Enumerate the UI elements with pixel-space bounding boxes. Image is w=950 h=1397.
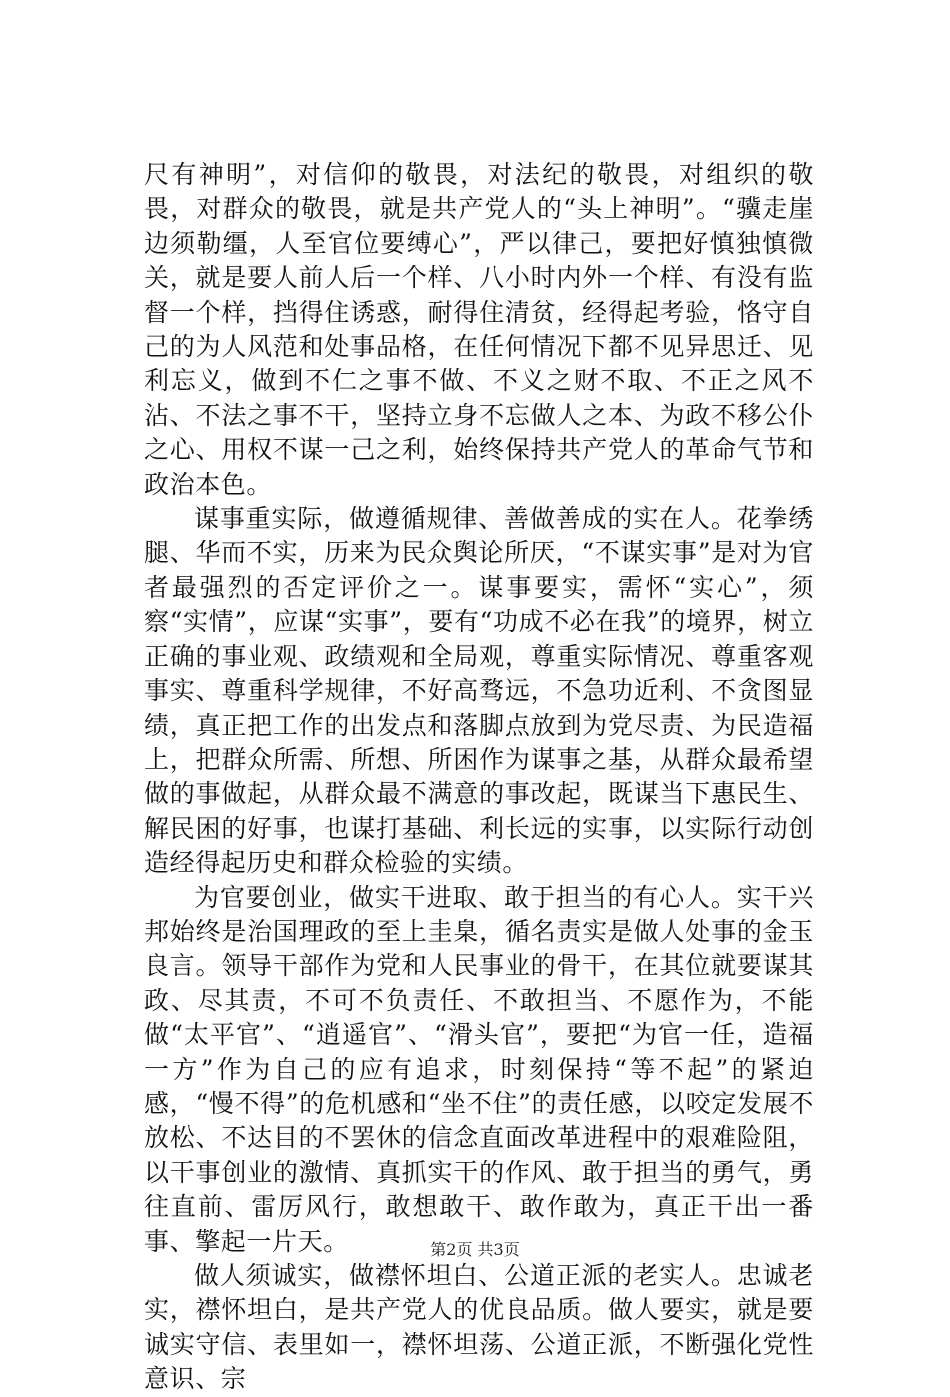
body-text xyxy=(144,158,814,1397)
paragraph-seek-practical: 谋事重实际，做遵循规律、善做善成的实在人。花拳绣腿、华而不实，历来为民众舆论所厌，“不谋实事”是对为官者最强烈的否定评价之一。谋事要实，需怀“实心”，须察“实情”，应谋“实事”，要有“功成不必在我”的境界，树立正确的事业观、政绩观和全局观，尊重实际情况、尊重客观事实、尊重科学规律，不好高骛远，不急功近利、不贪图显绩，真正把工作的出发点和落脚点放到为党尽责、为民造福上，把群众所需、所想、所困作为谋事之基，从群众最希望做的事做起，从群众最不满意的事改起，既谋当下惠民生、解民困的好事，也谋打基础、利长远的实事，以实际行动创造经得起历史和群众检验的实绩。 xyxy=(144,504,814,878)
page-number-footer: 第2页 共3页 xyxy=(430,1240,520,1259)
paragraph-continuation: 尺有神明”，对信仰的敬畏，对法纪的敬畏，对组织的敬畏，对群众的敬畏，就是共产党人的“头上神明”。“骥走崖边须勒缰，人至官位要缚心”，严以律己，要把好慎独慎微关，就是要人前人后一个样、八小时内外一个样、有没有监督一个样，挡得住诱惑，耐得住清贫，经得起考验，恪守自己的为人风范和处事品格，在任何情况下都不见异思迁、见利忘义，做到不仁之事不做、不义之财不取、不正之风不沾、不法之事不干，坚持立身不忘做人之本、为政不移公仆之心、用权不谋一己之利，始终保持共产党人的革命气节和政治本色。 xyxy=(144,160,814,499)
paragraph-honest-person: 做人须诚实，做襟怀坦白、公道正派的老实人。忠诚老实，襟怀坦白，是共产党人的优良品质。做人要实，就是要诚实守信、表里如一，襟怀坦荡、公道正派，不断强化党性意识、宗 xyxy=(144,1261,814,1394)
paragraph-officialdom-enterprise: 为官要创业，做实干进取、敢于担当的有心人。实干兴邦始终是治国理政的至上圭臬，循名责实是做人处事的金玉良言。领导干部作为党和人民事业的骨干，在其位就要谋其政、尽其责，不可不负责任、不敢担当、不愿作为，不能做“太平官”、“逍遥官”、“滑头官”，要把“为官一任，造福一方”作为自己的应有追求，时刻保持“等不起”的紧迫感，“慢不得”的危机感和“坐不住”的责任感，以咬定发展不放松、不达目的不罢休的信念直面改革进程中的艰难险阻，以干事创业的激情、真抓实干的作风、敢于担当的勇气，勇往直前、雷厉风行，敢想敢干、敢作敢为，真正干出一番事、擎起一片天。 xyxy=(144,882,814,1256)
